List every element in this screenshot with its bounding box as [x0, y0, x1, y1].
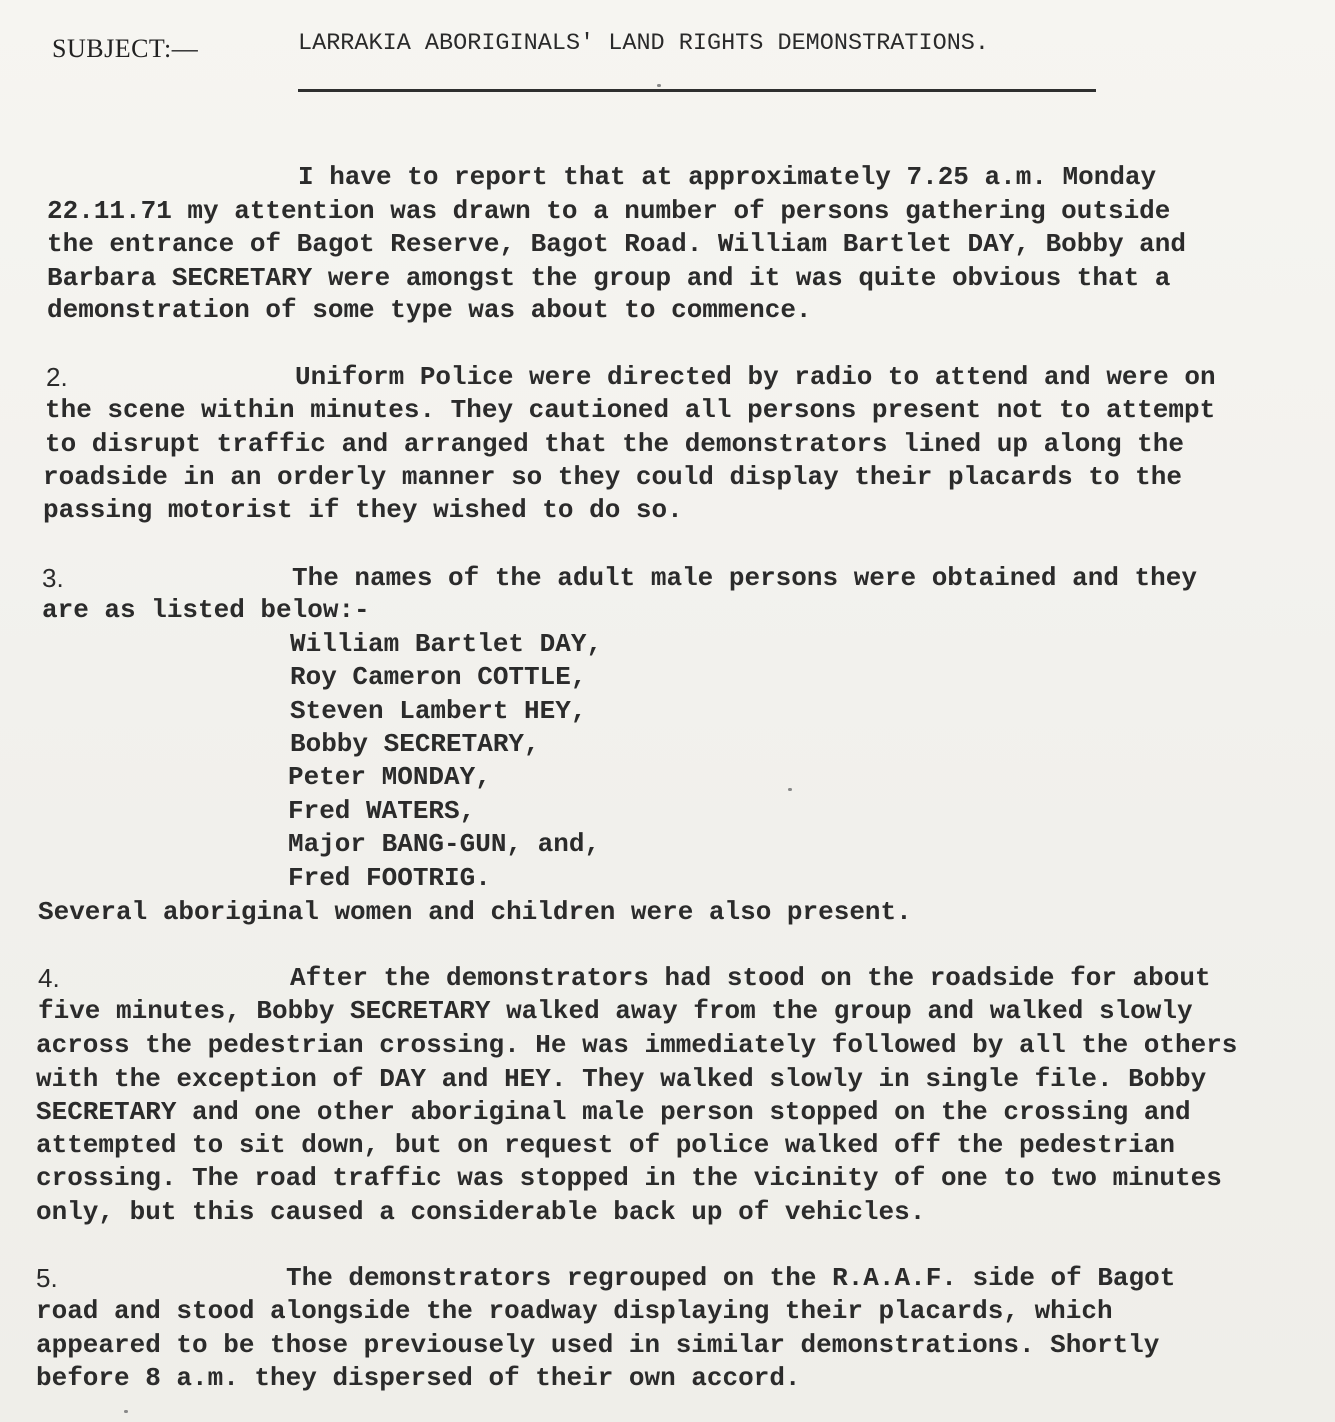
subject-label: SUBJECT:—: [52, 34, 199, 63]
para4-line: only, but this caused a considerable back up of vehicles.: [36, 1197, 926, 1227]
paper-speck: [657, 84, 661, 87]
para4-line: crossing. The road traffic was stopped in the vicinity of one to two minutes: [36, 1163, 1222, 1193]
para4-line: After the demonstrators had stood on the roadside for about: [290, 963, 1211, 993]
para5-line: The demonstrators regrouped on the R.A.A.F. side of Bagot: [286, 1263, 1176, 1293]
name-list-item: Major BANG-GUN, and,: [288, 829, 601, 859]
para2-number: 2.: [46, 362, 68, 392]
subject-underline: [298, 89, 1096, 92]
name-list-item: Peter MONDAY,: [288, 762, 491, 792]
name-list-item: Fred FOOTRIG.: [288, 863, 491, 893]
name-list-item: Fred WATERS,: [288, 796, 476, 826]
name-list-item: Bobby SECRETARY,: [290, 729, 540, 759]
para1-line: I have to report that at approximately 7.25 a.m. Monday: [298, 162, 1157, 192]
name-list-item: Roy Cameron COTTLE,: [290, 662, 587, 692]
para2-line: the scene within minutes. They cautioned all persons present not to attempt: [45, 395, 1216, 425]
para2-line: to disrupt traffic and arranged that the demonstrators lined up along the: [45, 429, 1184, 459]
subject-title: LARRAKIA ABORIGINALS' LAND RIGHTS DEMONSTRATIONS.: [298, 30, 990, 57]
para2-line: roadside in an orderly manner so they could display their placards to the: [43, 462, 1182, 492]
para4-line: five minutes, Bobby SECRETARY walked away from the group and walked slowly: [38, 996, 1193, 1026]
para2-line: Uniform Police were directed by radio to attend and were on: [295, 362, 1216, 392]
para4-line: SECRETARY and one other aboriginal male person stopped on the crossing and: [36, 1097, 1191, 1127]
para4-number: 4.: [38, 963, 60, 993]
para1-line: the entrance of Bagot Reserve, Bagot Road. William Bartlet DAY, Bobby and: [47, 229, 1186, 259]
para3-line: The names of the adult male persons were obtained and they: [292, 563, 1197, 593]
para4-line: across the pedestrian crossing. He was immediately followed by all the others: [36, 1030, 1238, 1060]
para5-line: road and stood alongside the roadway displaying their placards, which: [36, 1296, 1113, 1326]
para3-number: 3.: [42, 563, 64, 593]
name-list-item: Steven Lambert HEY,: [290, 696, 587, 726]
para5-line: appeared to be those previousely used in similar demonstrations. Shortly: [36, 1330, 1160, 1360]
para4-line: with the exception of DAY and HEY. They walked slowly in single file. Bobby: [36, 1064, 1207, 1094]
para2-line: passing motorist if they wished to do so.: [43, 495, 683, 525]
para5-line: before 8 a.m. they dispersed of their own accord.: [36, 1363, 801, 1393]
para1-line: demonstration of some type was about to commence.: [47, 295, 812, 325]
para5-number: 5.: [36, 1263, 58, 1293]
para1-line: Barbara SECRETARY were amongst the group and it was quite obvious that a: [47, 263, 1171, 293]
para1-line: 22.11.71 my attention was drawn to a number of persons gathering outside: [47, 196, 1171, 226]
paper-speck: [788, 788, 792, 791]
name-list-item: William Bartlet DAY,: [290, 629, 603, 659]
paper-speck: [124, 1410, 128, 1413]
para3-line: are as listed below:-: [42, 595, 370, 625]
para4-line: attempted to sit down, but on request of police walked off the pedestrian: [36, 1130, 1175, 1160]
para3-closing: Several aboriginal women and children were also present.: [38, 897, 912, 927]
